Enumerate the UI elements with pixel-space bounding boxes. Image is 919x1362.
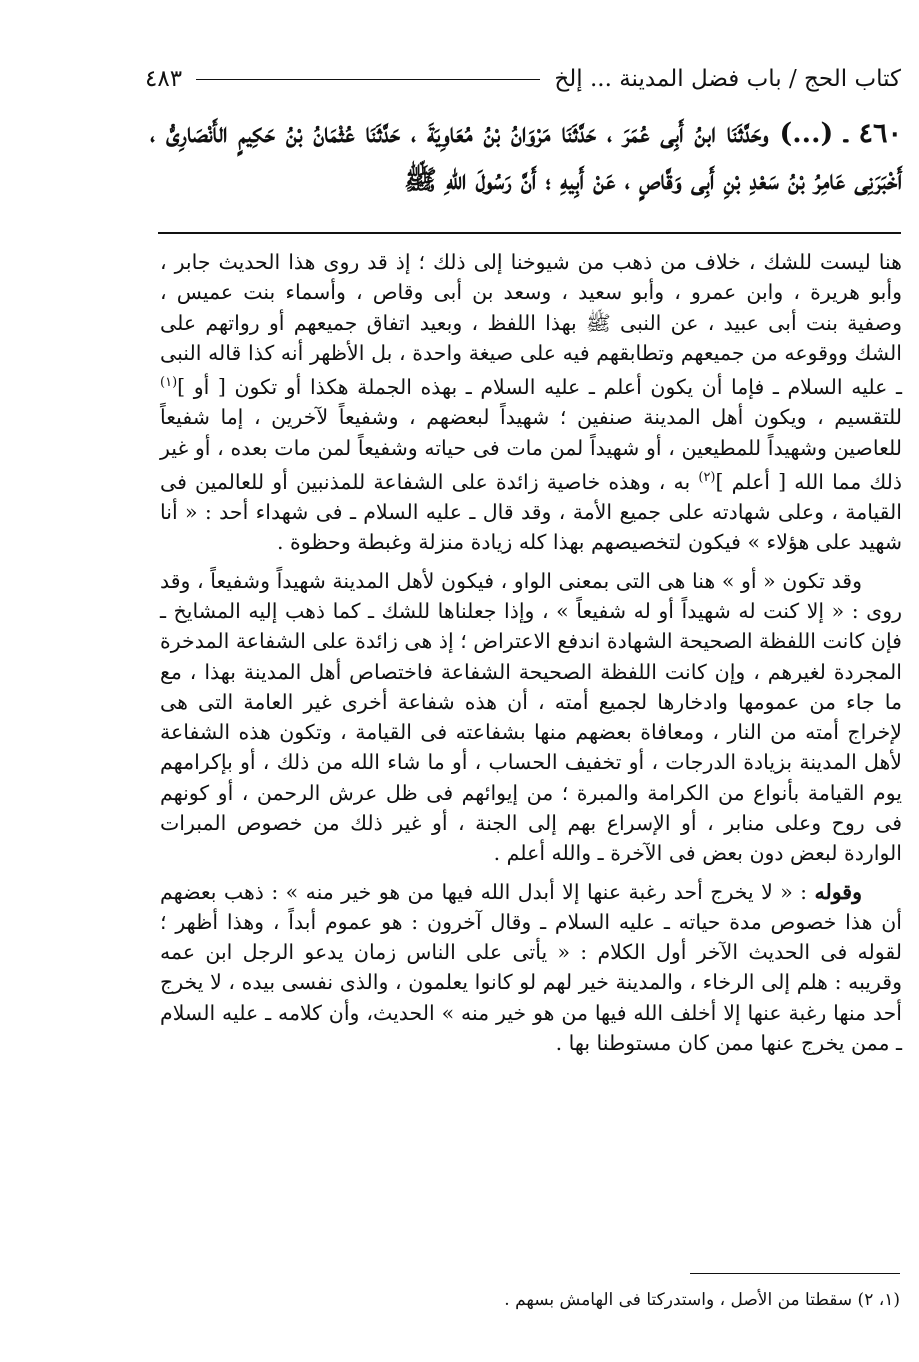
paragraph-1-part-b: للتقسيم ، ويكون أهل المدينة صنفين ؛ شهيداً لبعضهم ، وشفيعاً لآخرين ، إما شفيعاً للعاصين وشهيداً للمطيعين ، أو شهيداً لمن مات فى حياته وشفيعاً لمن مات بعده ، أو غير ذلك مما الله [ أعلم ] bbox=[160, 405, 902, 494]
paragraph-3-lead: وقوله bbox=[814, 879, 862, 904]
footnote-ref-1: (١) bbox=[160, 375, 178, 391]
running-header bbox=[145, 62, 901, 96]
commentary-body bbox=[160, 247, 902, 1058]
header-title: كتاب الحج / باب فضل المدينة ... إلخ bbox=[554, 66, 901, 92]
section-divider bbox=[158, 232, 901, 234]
commentary-paragraph-3 bbox=[160, 877, 902, 1059]
commentary-paragraph-2: وقد تكون « أو » هنا هى التى بمعنى الواو ، فيكون لأهل المدينة شهيداً وشفيعاً ، وقد روى : « إلا كنت له شهيداً أو له شفيعاً » ، وإذا جعلناها للشك ـ كما ذهب إليه المشايخ ـ فإن كانت اللفظة الصحيحة الشهادة اندفع الاعتراض ؛ إذ هى زائدة على الشفاعة المدخرة المجردة لغيرهم ، وإن كانت اللفظة الصحيحة الشفاعة فاختصاص أهل المدينة بهذا ، مع ما جاء من عمومها وادخارها لجميع أمته ، أن هذه شفاعة أخرى غير العامة التى هى لإخراج أمته من النار ، ومعافاة بعضهم منها بشفاعته فى القيامة ، وتكون هذه الشفاعة لأهل المدينة بزيادة الدرجات ، أو تخفيف الحساب ، أو ما شاء الله من ذلك ، أو بإكرامهم يوم القيامة بأنواع من الكرامة والمبرة ؛ من إيوائهم فى ظل عرش الرحمن ، أو كونهم فى روح وعلى منابر ، أو الإسراع بهم إلى الجنة ، أو غير ذلك من خصوص المبرات الواردة لبعض دون بعض فى الآخرة ـ والله أعلم . bbox=[160, 568, 902, 866]
commentary-paragraph-1 bbox=[160, 247, 902, 558]
header-rule bbox=[196, 79, 540, 80]
paragraph-1-part-c: به ، وهذه خاصية زائدة على الشفاعة للمذنبين أو للعالمين فى القيامة ، وعلى شهادته على جميع الأمة ، وقد قال ـ عليه السلام ـ فى شهداء أحد : « أنا شهيد على هؤلاء » فيكون لتخصيصهم بهذا كله زيادة منزلة وغبطة وحظوة . bbox=[160, 469, 902, 555]
paragraph-1-part-a: هنا ليست للشك ، خلاف من ذهب من شيوخنا إلى ذلك ؛ إذ قد روى هذا الحديث جابر ، وأبو هريرة ، وابن عمرو ، وأبو سعيد ، وسعد بن أبى وقاص ، وأسماء بنت عميس ، وصفية بنت أبى عبيد ، عن النبى ﷺ بهذا اللفظ ، وبعيد اتفاق جميعهم أو رواتهم على الشك ووقوعه من جميعهم وتطابقهم فيه على صيغة واحدة ، بل الأظهر أنه كذا قاله النبى ـ عليه السلام ـ فإما أن يكون أعلم ـ عليه السلام ـ بهذه الجملة هكذا أو تكون [ أو ] bbox=[160, 250, 902, 400]
footnote: (١، ٢) سقطتا من الأصل ، واستدركتا فى الهامش بسهم . bbox=[504, 1290, 900, 1310]
hadith-isnad: ٤٦٠ ـ (...) وحَدَّثَنَا ابنُ أَبِى عُمَرَ ، حَدَّثَنَا مَرْوَانُ بْنُ مُعَاوِيَةَ ، حَدَّثَنَا عُثْمَانُ بْنُ حَكِيمٍ الأَنْصَارِىُّ ، أَخْبَرَنِى عَامِرُ بْنُ سَعْدِ بْنِ أَبِى وَقَّاصٍ ، عَنْ أَبِيهِ ؛ أَنَّ رَسُولَ اللهِ ﷺ bbox=[150, 118, 902, 196]
footnote-ref-2: (٢) bbox=[698, 469, 716, 485]
paragraph-3-text: : « لا يخرج أحد رغبة عنها إلا أبدل الله فيها من هو خير منه » : ذهب بعضهم أن هذا خصوص مدة حياته ـ عليه السلام ـ وقال آخرون : هو عموم أبداً ، وهذا أظهر ؛ لقوله فى الحديث الآخر أول الكلام : « يأتى على الناس زمان يدعو الرجل ابن عمه وقريبه : هلم إلى الرخاء ، والمدينة خير لهم لو كانوا يعلمون ، والذى نفسى بيده ، لا يخرج أحد منها رغبة عنها إلا أخلف الله فيها من هو خير منه » الحديث، وأن كلامه ـ عليه السلام ـ ممن يخرج عنها ممن كان مستوطنا بها . bbox=[160, 879, 902, 1056]
footnote-divider bbox=[690, 1273, 900, 1274]
page-number: ٤٨٣ bbox=[145, 66, 183, 92]
